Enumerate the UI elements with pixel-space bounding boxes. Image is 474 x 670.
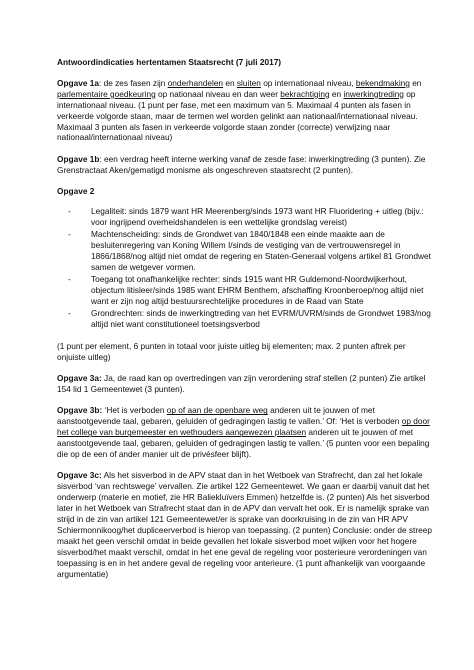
answer-3b-text-2: anderen uit te jouwen of met aanstootgevende taal, gebaren, geluiden of gedragingen lastig te vallen.’ Of: ‘Het is verboden bbox=[57, 405, 402, 427]
term-openbare-weg: op of aan de openbare weg bbox=[166, 405, 268, 416]
answer-3b-text-3: anderen uit te jouwen of met aanstootgevende taal, gebaren, geluiden of gedragingen lastig te vallen.’ (5 punten voor een bepaling die op de een of ander manier uit de privésfeer blijft). bbox=[57, 427, 430, 460]
answer-3c-text: Als het sisverbod in de APV staat dan in het Wetboek van Strafrecht, dan zal het lokale sisverbod ‘van rechtswege’ vervallen. Zie artikel 122 Gemeentewet. We gaan er daarbij vanuit dat het onderwerp (materie en motief, zie HR Baliekluïvers Emmen) hetzelfde is. (2 punten) Als het sisverbod later in het Wetboek van Strafrecht staat dan in de APV dan vervalt het ook. Er is namelijk sprake van strijd in de zin van artikel 121 Gemeentewet/er is sprake van doorkruising in de zin van HR APV Schiermonnikoog/het dupliceerverbod is hierop van toepassing. (2 punten) Conclusie: onder de streep maakt het geen verschil omdat in beide gevallen het lokale sisverbod moet wijken voor het hogere sisverbod/het maakt verschil, omdat in het ene geval de regeling voor posterieure verordeningen van toepassing is en in het andere geval de regeling voor anterieure. (1 punt afhankelijk van voorgaande argumentatie) bbox=[57, 470, 432, 579]
bullet-dash: - bbox=[68, 307, 71, 318]
list-item bbox=[68, 229, 434, 274]
term-onderhandelen: onderhandelen bbox=[167, 77, 224, 88]
term-inwerkingtreding: inwerkingtreding bbox=[343, 88, 404, 99]
answer-3b bbox=[57, 405, 434, 460]
bullet-dash: - bbox=[68, 206, 71, 217]
answer-1a-text-1: : de zes fasen zijn bbox=[98, 77, 168, 88]
answer-2-scoring-note: (1 punt per element, 6 punten in totaal voor juiste uitleg bij elementen; max. 2 punten aftrek per onjuiste uitleg) bbox=[57, 340, 406, 362]
answer-1a-label: Opgave 1a bbox=[57, 77, 99, 88]
list-item bbox=[68, 307, 434, 331]
answer-1b-label: Opgave 1b bbox=[57, 153, 100, 164]
bullet-dash: - bbox=[68, 229, 71, 240]
answer-1a-text-3: op internationaal niveau, bbox=[260, 77, 356, 88]
list-item-text: Legaliteit: sinds 1879 want HR Meerenberg/sinds 1973 want HR Fluoridering + uitleg (bijv.: voor ingrijpend overheidshandelen is een wettelijke grondslag vereist) bbox=[91, 206, 424, 227]
answer-3a bbox=[57, 373, 434, 395]
answer-2-list bbox=[57, 206, 434, 331]
answer-1a-text-6: en bbox=[329, 88, 344, 99]
list-item bbox=[68, 206, 434, 229]
list-item-text: Toegang tot onafhankelijke rechter: sinds 1915 want HR Guldemond-Noordwijkerhout, objectum litisleer/sinds 1985 want EHRM Benthem, afschaffing Kroonberoep/nog altijd niet want er zijn nog altijd bestuursrechtelijke procedures in de Raad van State bbox=[91, 273, 424, 306]
list-item-text: Machtenscheiding: sinds de Grondwet van 1840/1848 een einde maakte aan de besluitenregering van Koning Willem I/sinds de vestiging van de vertrouwensregel in 1866/1868/nog altijd niet omdat de regering en Staten-Generaal volgens artikel 81 Grondwet samen de wetgever vormen. bbox=[91, 229, 431, 272]
bullet-dash: - bbox=[68, 273, 71, 284]
answer-1a bbox=[57, 78, 434, 143]
answer-3c-label: Opgave 3c: bbox=[57, 470, 102, 481]
answer-1a-text-4: en bbox=[409, 77, 422, 88]
answer-1a-text-5: op nationaal niveau en dan weer bbox=[155, 88, 281, 99]
term-aangewezen-plaatsen: op door het college van burgemeester en wethouders aangewezen plaatsen bbox=[57, 416, 430, 438]
answer-2-label: Opgave 2 bbox=[57, 186, 95, 197]
answer-1a-text-7: op internationaal niveau. (1 punt per fase, met een maximum van 5. Maximaal 4 punten als fasen in verkeerde volgorde staan, maar de termen wel worden gelinkt aan nationaal/internationaal niveau. Maximaal 3 punten als fasen in verkeerde volgorde staan zonder (correcte) verwijzing naar nationaal/internationaal niveau) bbox=[57, 88, 418, 143]
answer-3a-label: Opgave 3a: bbox=[57, 373, 102, 384]
list-item-text: Grondrechten: sinds de inwerkingtreding van het EVRM/UVRM/sinds de Grondwet 1983/nog altijd niet want constitutioneel toetsingsverbod bbox=[91, 307, 431, 329]
answer-1b-text: : een verdrag heeft interne werking vanaf de zesde fase: inwerkingtreding (3 punten). Zie Grenstractaat Aken/gematigd monisme als ongeschreven staatsrecht (2 punten). bbox=[57, 153, 426, 175]
term-bekrachtiging: bekrachtiging bbox=[280, 88, 330, 99]
document-title: Antwoordindicaties hertentamen Staatsrecht (7 juli 2017) bbox=[57, 57, 282, 67]
list-item bbox=[68, 273, 434, 308]
term-parlementaire-goedkeuring: parlementaire goedkeuring bbox=[57, 88, 156, 99]
term-bekendmaking: bekendmaking bbox=[355, 77, 410, 88]
answer-3c bbox=[57, 470, 434, 579]
answer-1b bbox=[57, 154, 434, 176]
answer-3b-label: Opgave 3b: bbox=[57, 405, 103, 416]
term-sluiten: sluiten bbox=[236, 77, 261, 88]
answer-1a-text-2: en bbox=[223, 77, 237, 88]
answer-3b-text-1: ‘Het is verboden bbox=[102, 405, 167, 416]
answer-3a-text: Ja, de raad kan op overtredingen van zijn verordening straf stellen (2 punten) Zie artikel 154 lid 1 Gemeentewet (3 punten). bbox=[57, 373, 426, 394]
